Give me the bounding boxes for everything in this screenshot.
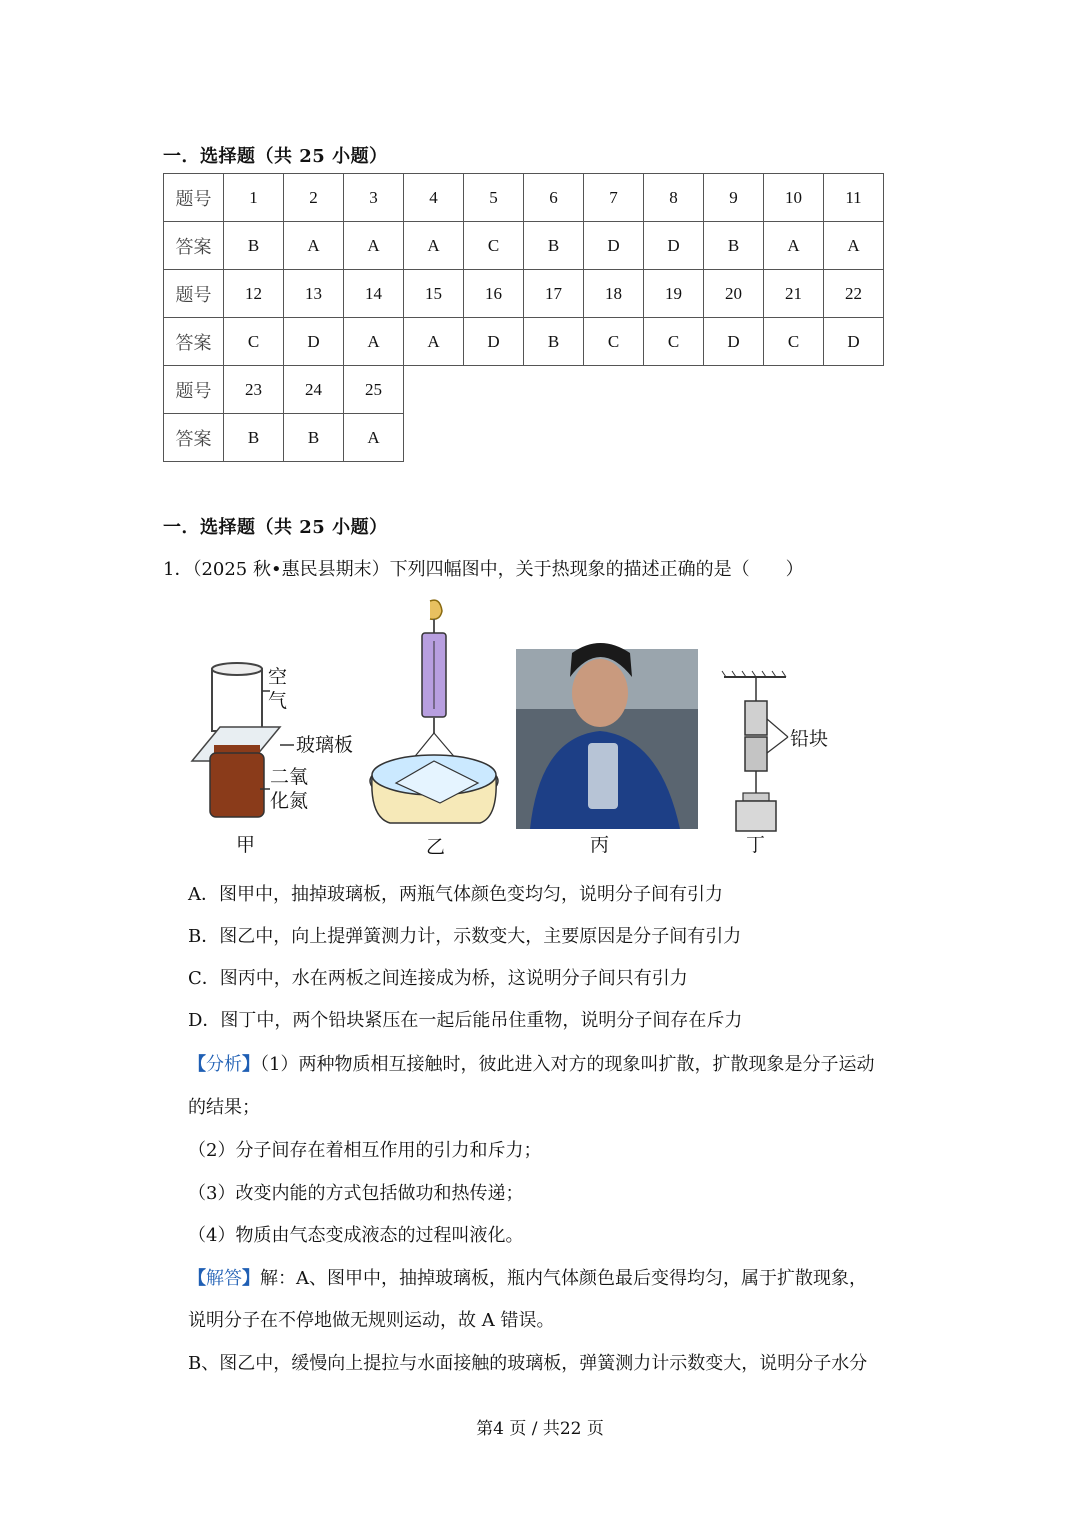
caption-bing: 丙 <box>590 834 610 856</box>
number-cell: 6 <box>524 174 584 222</box>
table-row <box>164 174 884 222</box>
answer-cell: B <box>224 222 284 270</box>
analysis-line: 的结果； <box>188 1097 260 1118</box>
figure-illustration <box>190 597 830 863</box>
number-cell: 1 <box>224 174 284 222</box>
answer-cell: D <box>704 318 764 366</box>
figure-yi <box>370 600 498 858</box>
figure-ding <box>722 671 828 856</box>
number-cell: 3 <box>344 174 404 222</box>
empty-cell <box>704 414 764 462</box>
answer-cell: A <box>344 318 404 366</box>
caption-ding: 丁 <box>746 834 766 856</box>
number-cell: 23 <box>224 366 284 414</box>
answer-cell: C <box>644 318 704 366</box>
empty-cell <box>524 414 584 462</box>
figure-jia <box>192 663 353 856</box>
empty-cell <box>404 414 464 462</box>
answer-row-label: 答案 <box>164 414 224 462</box>
number-cell: 2 <box>284 174 344 222</box>
table-row <box>164 366 884 414</box>
number-cell: 18 <box>584 270 644 318</box>
analysis-line: （4）物质由气态变成液态的过程叫液化。 <box>188 1225 524 1246</box>
label-air-2: 气 <box>268 690 288 712</box>
answer-cell: C <box>224 318 284 366</box>
empty-cell <box>524 366 584 414</box>
empty-cell <box>644 414 704 462</box>
table-row <box>164 222 884 270</box>
number-cell: 21 <box>764 270 824 318</box>
number-row-label: 题号 <box>164 174 224 222</box>
empty-cell <box>404 366 464 414</box>
solution-text: 解：A、图甲中，抽掉玻璃板，瓶内气体颜色最后变得均匀，属于扩散现象， <box>260 1268 867 1289</box>
answer-cell: B <box>284 414 344 462</box>
number-row-label: 题号 <box>164 270 224 318</box>
number-cell: 8 <box>644 174 704 222</box>
figure-bing <box>516 643 698 856</box>
answer-cell: A <box>344 222 404 270</box>
answer-cell: A <box>344 414 404 462</box>
solution-line: 说明分子在不停地做无规则运动，故 A 错误。 <box>188 1310 555 1331</box>
label-glass: 玻璃板 <box>296 734 354 756</box>
answer-row-label: 答案 <box>164 318 224 366</box>
label-no2-1: 二氧 <box>270 766 309 788</box>
answer-cell: A <box>824 222 884 270</box>
question-stem: 1．（2025 秋•惠民县期末）下列四幅图中，关于热现象的描述正确的是（ ） <box>163 559 804 580</box>
answer-cell: B <box>704 222 764 270</box>
analysis-tag: 分析 <box>206 1054 242 1075</box>
number-row-label: 题号 <box>164 366 224 414</box>
empty-cell <box>464 366 524 414</box>
empty-cell <box>584 414 644 462</box>
option-c: C．图丙中，水在两板之间连接成为桥，这说明分子间只有引力 <box>188 968 688 989</box>
number-cell: 16 <box>464 270 524 318</box>
empty-cell <box>464 414 524 462</box>
option-b: B．图乙中，向上提弹簧测力计，示数变大，主要原因是分子间有引力 <box>188 926 742 947</box>
solution-line: B、图乙中，缓慢向上提拉与水面接触的玻璃板，弹簧测力计示数变大，说明分子水分 <box>188 1353 868 1374</box>
empty-cell <box>824 414 884 462</box>
answer-cell: A <box>404 222 464 270</box>
answer-cell: C <box>764 318 824 366</box>
section-title: 一．选择题（共 25 小题） <box>163 146 388 167</box>
label-air-1: 空 <box>268 666 288 688</box>
caption-jia: 甲 <box>236 834 256 856</box>
analysis-line: （3）改变内能的方式包括做功和热传递； <box>188 1183 524 1204</box>
empty-cell <box>764 366 824 414</box>
section-title: 一．选择题（共 25 小题） <box>163 517 388 538</box>
solution-line: 【解答】解：A、图甲中，抽掉玻璃板，瓶内气体颜色最后变得均匀，属于扩散现象， <box>188 1268 867 1289</box>
answer-cell: C <box>464 222 524 270</box>
number-cell: 22 <box>824 270 884 318</box>
answer-cell: D <box>824 318 884 366</box>
answer-cell: A <box>404 318 464 366</box>
label-no2-2: 化氮 <box>270 790 309 812</box>
number-cell: 10 <box>764 174 824 222</box>
empty-cell <box>644 366 704 414</box>
empty-cell <box>764 414 824 462</box>
answer-cell: A <box>284 222 344 270</box>
number-cell: 19 <box>644 270 704 318</box>
empty-cell <box>704 366 764 414</box>
number-cell: 5 <box>464 174 524 222</box>
solution-tag: 解答 <box>206 1268 242 1289</box>
page-footer: 第4 页 / 共22 页 <box>476 1419 604 1439</box>
option-d: D．图丁中，两个铅块紧压在一起后能吊住重物，说明分子间存在斥力 <box>188 1010 743 1031</box>
answer-row-label: 答案 <box>164 222 224 270</box>
number-cell: 12 <box>224 270 284 318</box>
number-cell: 24 <box>284 366 344 414</box>
option-a: A．图甲中，抽掉玻璃板，两瓶气体颜色变均匀，说明分子间有引力 <box>188 884 723 905</box>
number-cell: 17 <box>524 270 584 318</box>
answer-cell: B <box>524 318 584 366</box>
number-cell: 11 <box>824 174 884 222</box>
analysis-text: （1）两种物质相互接触时，彼此进入对方的现象叫扩散，扩散现象是分子运动 <box>260 1054 875 1075</box>
empty-cell <box>824 366 884 414</box>
caption-yi: 乙 <box>426 836 446 858</box>
answer-cell: B <box>524 222 584 270</box>
number-cell: 7 <box>584 174 644 222</box>
number-cell: 15 <box>404 270 464 318</box>
answer-table <box>163 173 884 462</box>
answer-cell: D <box>584 222 644 270</box>
label-lead: 铅块 <box>790 728 829 750</box>
table-row <box>164 318 884 366</box>
analysis-line: （2）分子间存在着相互作用的引力和斥力； <box>188 1140 542 1161</box>
answer-cell: D <box>644 222 704 270</box>
number-cell: 4 <box>404 174 464 222</box>
number-cell: 20 <box>704 270 764 318</box>
answer-cell: D <box>284 318 344 366</box>
number-cell: 9 <box>704 174 764 222</box>
table-row <box>164 270 884 318</box>
answer-cell: D <box>464 318 524 366</box>
answer-cell: A <box>764 222 824 270</box>
question-figure <box>190 597 830 863</box>
number-cell: 14 <box>344 270 404 318</box>
answer-cell: B <box>224 414 284 462</box>
number-cell: 13 <box>284 270 344 318</box>
table-row <box>164 414 884 462</box>
number-cell: 25 <box>344 366 404 414</box>
empty-cell <box>584 366 644 414</box>
answer-cell: C <box>584 318 644 366</box>
analysis-line: 【分析】（1）两种物质相互接触时，彼此进入对方的现象叫扩散，扩散现象是分子运动 <box>188 1054 875 1075</box>
